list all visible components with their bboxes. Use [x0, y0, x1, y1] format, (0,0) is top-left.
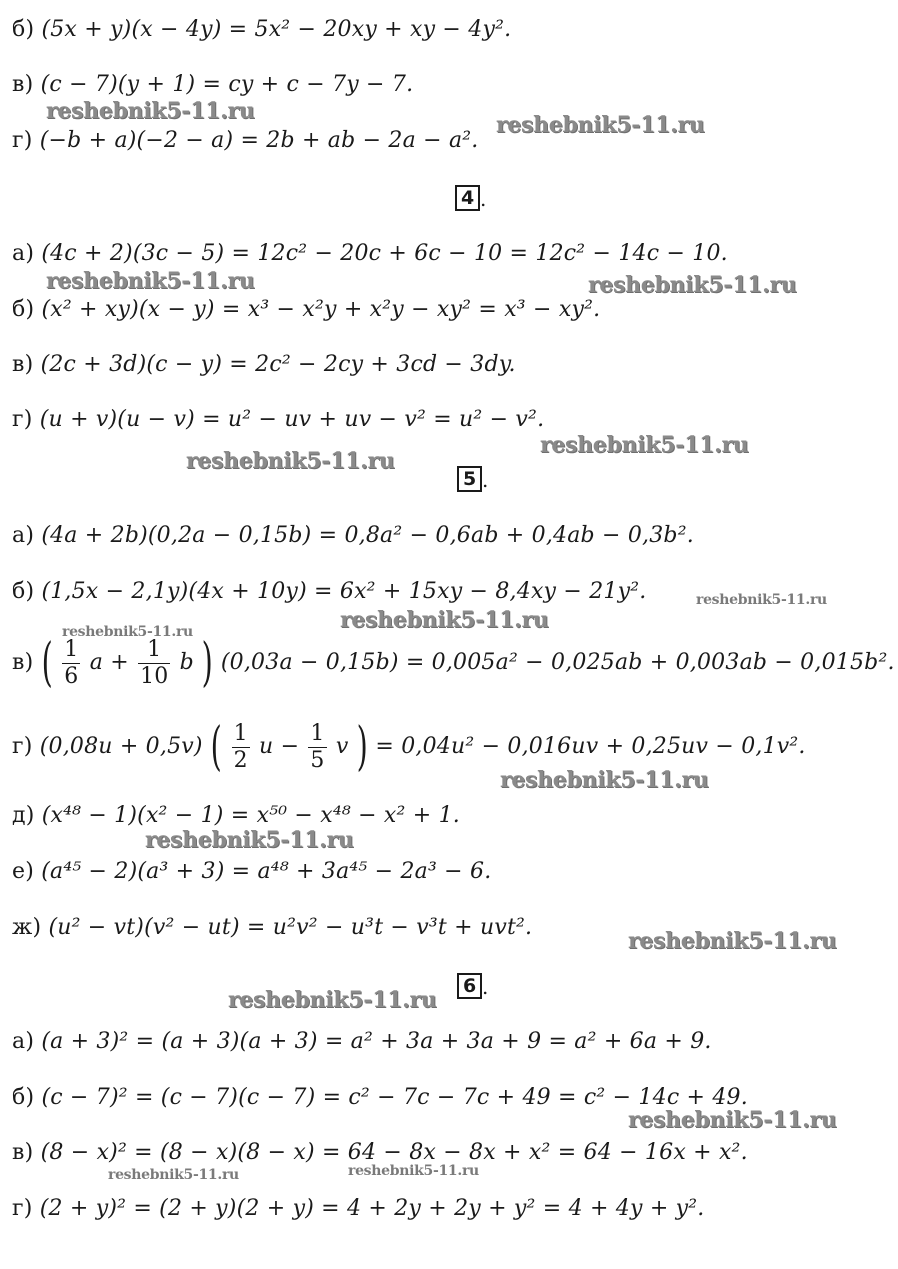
equation-text: (c − 7)² = (c − 7)(c − 7) = c² − 7c − 7c + 49 = c² − 14c + 49.	[41, 1085, 748, 1110]
equation-line-6a	[12, 1028, 712, 1056]
item-label: г)	[12, 1196, 33, 1221]
watermark: reshebnik5-11.ru	[340, 607, 549, 633]
item-label: а)	[12, 523, 35, 548]
section-number-dot: .	[482, 468, 489, 492]
equation-text: (0,08u + 0,5v)	[39, 734, 203, 759]
watermark: reshebnik5-11.ru	[348, 1163, 479, 1179]
section-number-4: 4	[455, 185, 480, 211]
numerator: 1	[233, 720, 248, 746]
item-label: в)	[12, 72, 34, 97]
watermark: reshebnik5-11.ru	[186, 448, 395, 474]
equation-line-v	[12, 71, 413, 99]
equation-text: (0,03a − 0,15b) = 0,005a² − 0,025ab + 0,003ab − 0,015b².	[220, 650, 895, 675]
fraction	[138, 637, 170, 690]
item-label: г)	[12, 734, 33, 759]
section-number-dot: .	[482, 975, 489, 999]
item-label: в)	[12, 352, 34, 377]
denominator: 5	[310, 747, 325, 773]
right-paren: )	[201, 633, 214, 693]
watermark: reshebnik5-11.ru	[108, 1167, 239, 1183]
equation-line-5f	[12, 858, 491, 886]
equation-line-4b	[12, 296, 600, 324]
equation-text: (4c + 2)(3c − 5) = 12c² − 20c + 6c − 10 = 12c² − 14c − 10.	[41, 241, 728, 266]
watermark: reshebnik5-11.ru	[145, 827, 354, 853]
equation-text: (u² − vt)(v² − ut) = u²v² − u³t − v³t + uvt².	[48, 915, 533, 940]
equation-line-5c	[12, 634, 895, 692]
equation-text: (1,5x − 2,1y)(4x + 10y) = 6x² + 15xy − 8,4xy − 21y².	[41, 579, 647, 604]
watermark: reshebnik5-11.ru	[696, 592, 827, 608]
item-label: е)	[12, 859, 35, 884]
equation-line-4c	[12, 351, 516, 379]
watermark: reshebnik5-11.ru	[540, 432, 749, 458]
item-label: ж)	[12, 915, 42, 940]
equation-text: (2c + 3d)(c − y) = 2c² − 2cy + 3cd − 3dy.	[40, 352, 516, 377]
equation-line-5e	[12, 802, 460, 830]
equation-line-5g	[12, 914, 532, 942]
denominator: 10	[140, 663, 169, 689]
section-number-5: 5	[457, 466, 482, 492]
numerator: 1	[64, 636, 79, 662]
equation-text: (a + 3)² = (a + 3)(a + 3) = a² + 3a + 3a + 9 = a² + 6a + 9.	[41, 1029, 712, 1054]
fraction	[232, 721, 250, 774]
equation-line-b	[12, 16, 511, 44]
item-label: в)	[12, 1140, 34, 1165]
item-label: а)	[12, 241, 35, 266]
equation-text: (x² + xy)(x − y) = x³ − x²y + x²y − xy² = x³ − xy².	[41, 297, 601, 322]
equation-text: (−b + a)(−2 − a) = 2b + ab − 2a − a².	[39, 128, 479, 153]
equation-text: (5x + y)(x − 4y) = 5x² − 20xy + xy − 4y².	[41, 17, 512, 42]
equation-line-g	[12, 127, 478, 155]
item-label: а)	[12, 1029, 35, 1054]
watermark: reshebnik5-11.ru	[628, 928, 837, 954]
equation-text: (4a + 2b)(0,2a − 0,15b) = 0,8a² − 0,6ab + 0,4ab − 0,3b².	[41, 523, 694, 548]
item-label: б)	[12, 579, 35, 604]
fraction	[62, 637, 80, 690]
variable: u	[259, 734, 274, 759]
watermark: reshebnik5-11.ru	[228, 987, 437, 1013]
fraction	[308, 721, 326, 774]
equation-line-6d	[12, 1195, 705, 1223]
equation-text: (x⁴⁸ − 1)(x² − 1) = x⁵⁰ − x⁴⁸ − x² + 1.	[41, 803, 460, 828]
watermark: reshebnik5-11.ru	[62, 624, 193, 640]
item-label: г)	[12, 128, 33, 153]
left-paren: (	[210, 717, 222, 777]
equation-text: (2 + y)² = (2 + y)(2 + y) = 4 + 2y + 2y + y² = 4 + 4y + y².	[39, 1196, 705, 1221]
watermark: reshebnik5-11.ru	[588, 272, 797, 298]
watermark: reshebnik5-11.ru	[628, 1107, 837, 1133]
watermark: reshebnik5-11.ru	[46, 268, 255, 294]
item-label: б)	[12, 297, 35, 322]
item-label: д)	[12, 803, 35, 828]
watermark: reshebnik5-11.ru	[496, 112, 705, 138]
item-label: б)	[12, 17, 35, 42]
equation-text: (c − 7)(y + 1) = cy + c − 7y − 7.	[40, 72, 414, 97]
variable: v	[335, 734, 349, 759]
numerator: 1	[310, 720, 325, 746]
denominator: 6	[64, 663, 79, 689]
variable: a	[89, 650, 104, 675]
minus-sign: −	[280, 734, 300, 759]
left-paren: (	[41, 633, 53, 693]
equation-line-5b	[12, 578, 646, 606]
equation-text: (a⁴⁵ − 2)(a³ + 3) = a⁴⁸ + 3a⁴⁵ − 2a³ − 6.	[41, 859, 492, 884]
item-label: б)	[12, 1085, 35, 1110]
denominator: 2	[233, 747, 248, 773]
plus-sign: +	[110, 650, 129, 675]
numerator: 1	[138, 637, 170, 664]
equation-text: = 0,04u² − 0,016uv + 0,25uv − 0,1v².	[375, 734, 806, 759]
right-paren: )	[356, 717, 368, 777]
watermark: reshebnik5-11.ru	[500, 767, 709, 793]
equation-line-4d	[12, 406, 544, 434]
equation-line-5a	[12, 522, 694, 550]
watermark: reshebnik5-11.ru	[46, 98, 255, 124]
equation-text: (u + v)(u − v) = u² − uv + uv − v² = u² − v².	[39, 407, 545, 432]
item-label: в)	[12, 650, 34, 675]
item-label: г)	[12, 407, 33, 432]
equation-text: (8 − x)² = (8 − x)(8 − x) = 64 − 8x − 8x + x² = 64 − 16x + x².	[40, 1140, 748, 1165]
variable: b	[179, 650, 194, 675]
section-number-dot: .	[480, 187, 487, 211]
section-number-6: 6	[457, 973, 482, 999]
equation-line-4a	[12, 240, 728, 268]
